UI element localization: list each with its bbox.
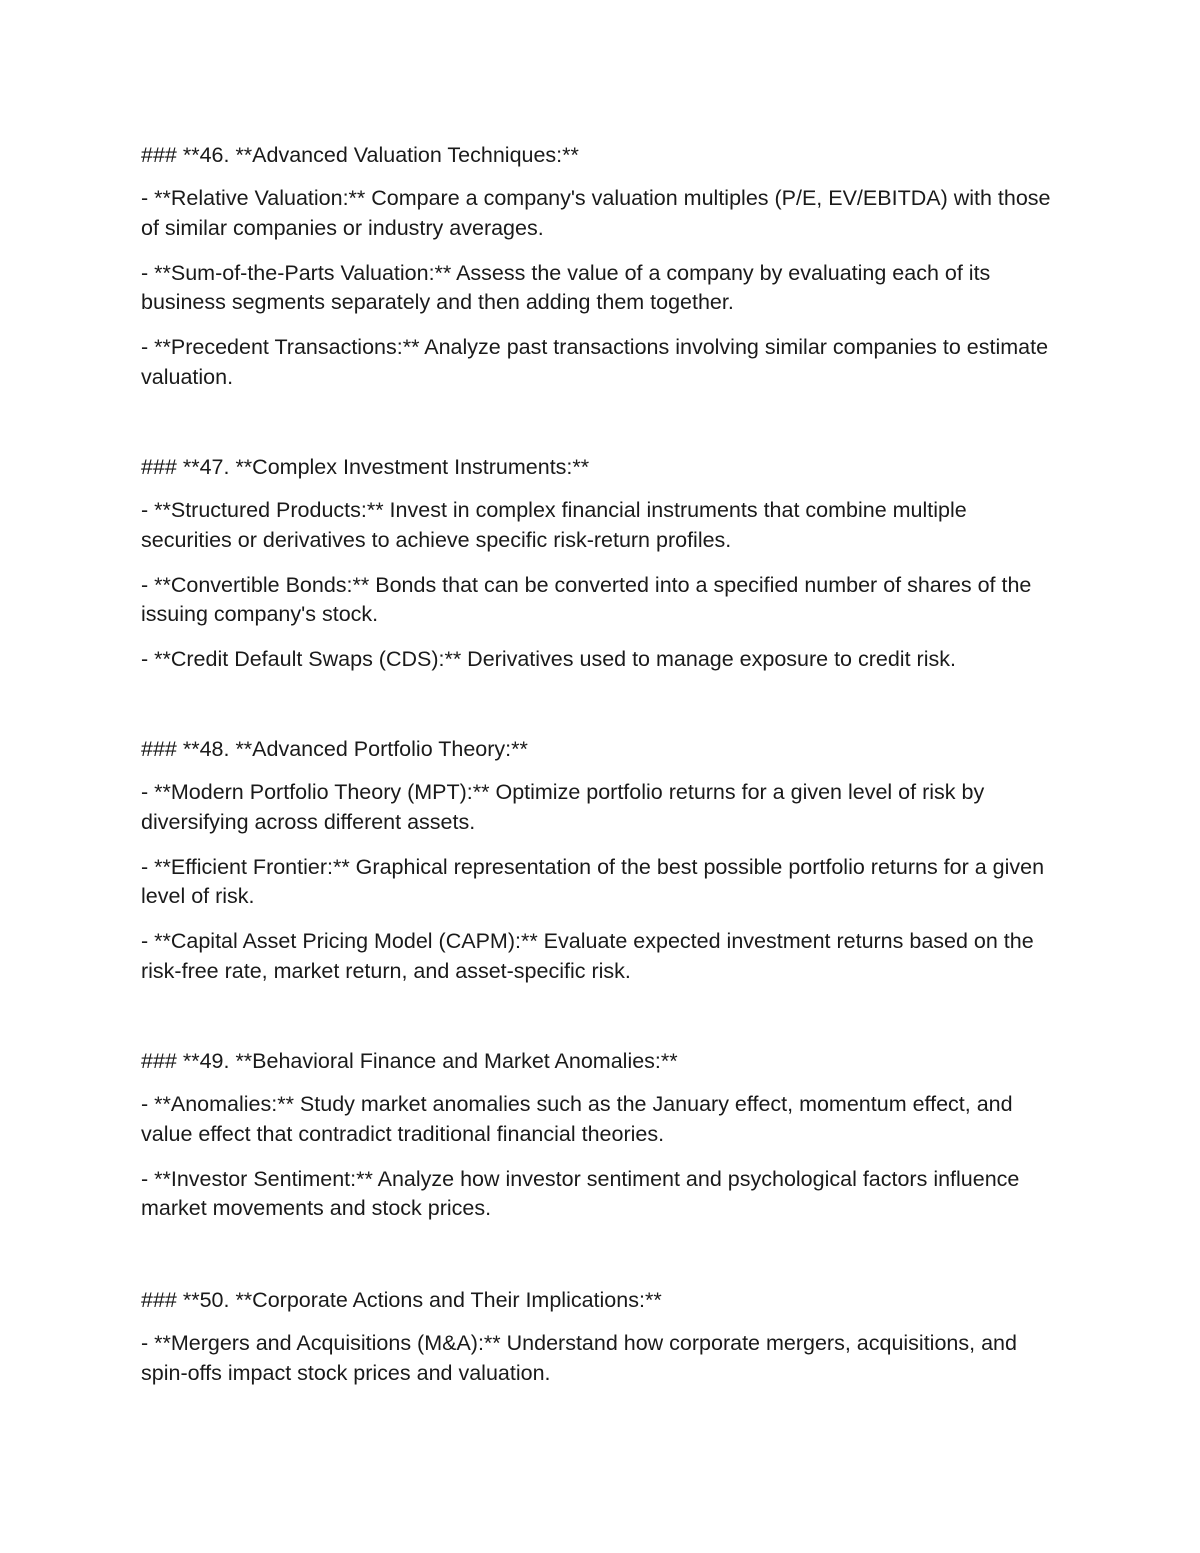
bullet-item: - **Anomalies:** Study market anomalies such as the January effect, momentum effect, and value effect that contradict traditional financial theories. [141,1092,1013,1146]
bullet-item: - **Capital Asset Pricing Model (CAPM):** Evaluate expected investment returns based on the risk-free rate, market return, and asset-specific risk. [141,929,1034,983]
bullet-item: - **Mergers and Acquisitions (M&A):** Understand how corporate mergers, acquisitions, and spin-offs impact stock prices and valuation. [141,1331,1017,1385]
section-heading: ### **46. **Advanced Valuation Techniques:** [141,143,579,167]
section-heading: ### **50. **Corporate Actions and Their Implications:** [141,1288,662,1312]
bullet-item: - **Structured Products:** Invest in complex financial instruments that combine multiple securities or derivatives to achieve specific risk-return profiles. [141,498,967,552]
section-heading: ### **48. **Advanced Portfolio Theory:** [141,737,528,761]
bullet-item: - **Convertible Bonds:** Bonds that can be converted into a specified number of shares of the issuing company's stock. [141,572,1032,626]
section-47 [141,452,1061,690]
section-49 [141,1046,1061,1239]
section-50 [141,1285,1061,1404]
bullet-item: - **Investor Sentiment:** Analyze how investor sentiment and psychological factors influence market movements and stock prices. [141,1166,1020,1220]
bullet-item: - **Modern Portfolio Theory (MPT):** Optimize portfolio returns for a given level of risk by diversifying across different assets. [141,780,985,834]
section-heading: ### **47. **Complex Investment Instruments:** [141,455,590,479]
bullet-item: - **Efficient Frontier:** Graphical representation of the best possible portfolio returns for a given level of risk. [141,854,1045,908]
bullet-item: - **Precedent Transactions:** Analyze past transactions involving similar companies to estimate valuation. [141,335,1049,389]
section-48 [141,734,1061,1002]
section-46 [141,140,1061,408]
bullet-item: - **Sum-of-the-Parts Valuation:** Assess the value of a company by evaluating each of its business segments separately and then adding them together. [141,260,991,314]
bullet-item: - **Relative Valuation:** Compare a company's valuation multiples (P/E, EV/EBITDA) with those of similar companies or industry averages. [141,186,1051,240]
section-heading: ### **49. **Behavioral Finance and Market Anomalies:** [141,1049,678,1073]
bullet-item: - **Credit Default Swaps (CDS):** Derivatives used to manage exposure to credit risk. [141,647,956,671]
